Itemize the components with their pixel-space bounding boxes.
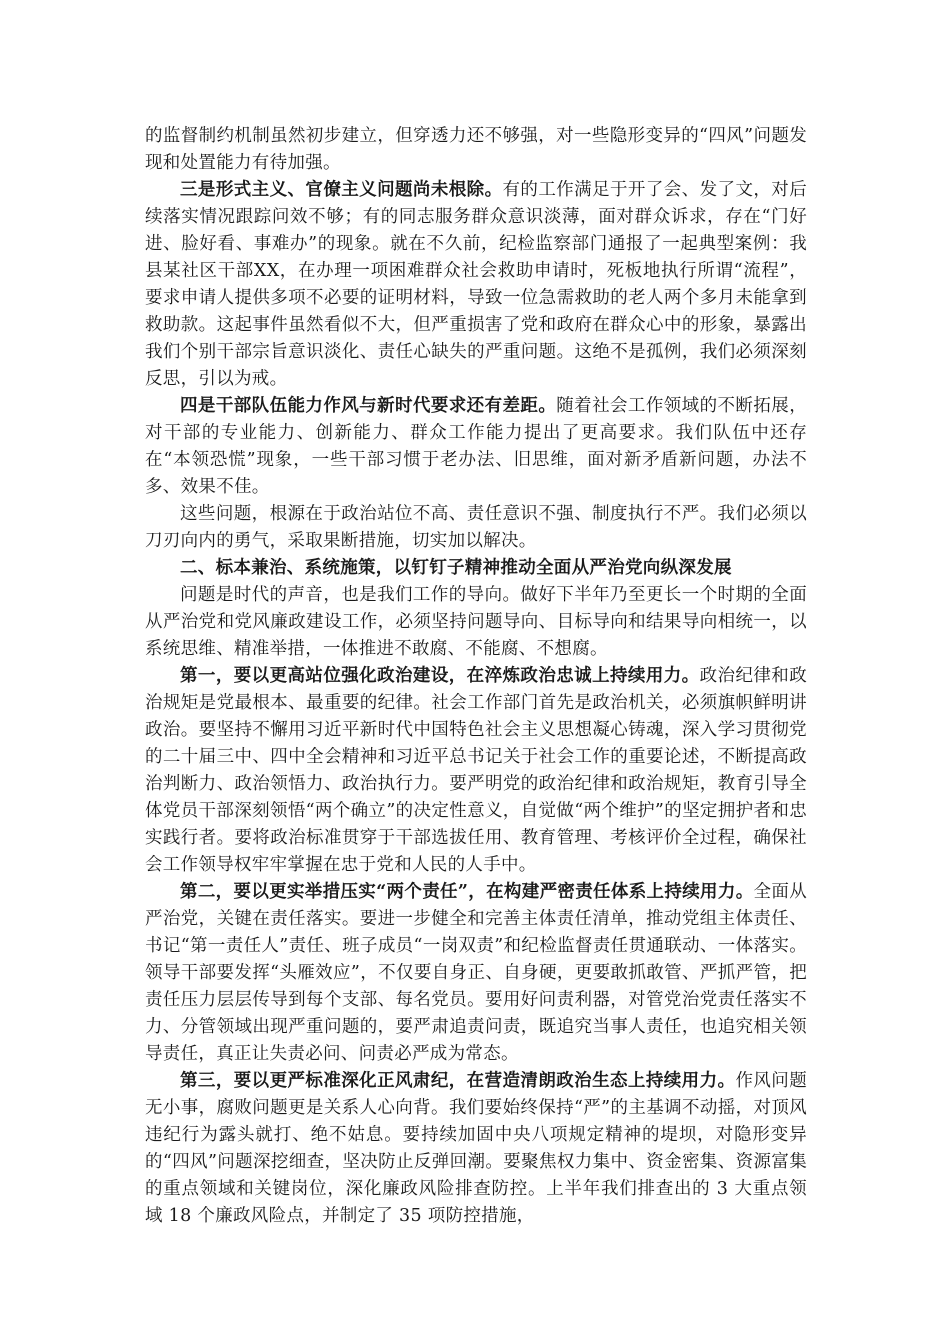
paragraph-issue-three (145, 177, 807, 393)
paragraph-continuation (145, 123, 807, 177)
paragraph-lead: 第二，要以更实举措压实“两个责任”，在构建严密责任体系上持续用力。 (180, 882, 754, 902)
paragraph-lead: 第三，要以更严标准深化正风肃纪，在营造清朗政治生态上持续用力。 (180, 1071, 736, 1091)
paragraph-text: 随着社会工作领域的不断拓展，对干部的专业能力、创新能力、群众工作能力提出了更高要求。我们队伍中还存在“本领恐慌”现象，一些干部习惯于老办法、旧思维，面对新矛盾新问题，办法不多、效果不佳。 (145, 396, 807, 497)
paragraph-text: 作风问题无小事，腐败问题更是关系人心向背。我们要始终保持“严”的主基调不动摇，对顶风违纪行为露头就打、绝不姑息。要持续加固中央八项规定精神的堤坝，对隐形变异的“四风”问题深挖细查，坚决防止反弹回潮。要聚焦权力集中、资金密集、资源富集的重点领域和关键岗位，深化廉政风险排查防控。上半年我们排查出的 3 大重点领域 18 个廉政风险点，并制定了 35 项防控措施， (145, 1071, 807, 1226)
paragraph-text: 问题是时代的声音，也是我们工作的导向。做好下半年乃至更长一个时期的全面从严治党和党风廉政建设工作，必须坚持问题导向、目标导向和结果导向相统一，以系统思维、精准举措，一体推进不敢腐、不能腐、不想腐。 (145, 585, 807, 659)
document-page (145, 123, 807, 1230)
paragraph-issue-four (145, 393, 807, 501)
paragraph-lead: 第一，要以更高站位强化政治建设，在淬炼政治忠诚上持续用力。 (180, 666, 700, 686)
paragraph-text: 全面从严治党，关键在责任落实。要进一步健全和完善主体责任清单，推动党组主体责任、书记“第一责任人”责任、班子成员“一岗双责”和纪检监督责任贯通联动、一体落实。领导干部要发挥“头雁效应”，不仅要自身正、自身硬，更要敢抓敢管、严抓严管，把责任压力层层传导到每个支部、每名党员。要用好问责利器，对管党治党责任落实不力、分管领域出现严重问题的，要严肃追责问责，既追究当事人责任，也追究相关领导责任，真正让失责必问、问责必严成为常态。 (145, 882, 807, 1064)
section-heading-two: 二、标本兼治、系统施策，以钉钉子精神推动全面从严治党向纵深发展 (180, 558, 732, 578)
paragraph-measure-three (145, 1068, 807, 1230)
paragraph-section-intro (145, 582, 807, 663)
paragraph-root-cause (145, 501, 807, 555)
paragraph-text: 政治纪律和政治规矩是党最根本、最重要的纪律。社会工作部门首先是政治机关，必须旗帜鲜明讲政治。要坚持不懈用习近平新时代中国特色社会主义思想凝心铸魂，深入学习贯彻党的二十届三中、四中全会精神和习近平总书记关于社会工作的重要论述，不断提高政治判断力、政治领悟力、政治执行力。要严明党的政治纪律和政治规矩，教育引导全体党员干部深刻领悟“两个确立”的决定性意义，自觉做“两个维护”的坚定拥护者和忠实践行者。要将政治标准贯穿于干部选拔任用、教育管理、考核评价全过程，确保社会工作领导权牢牢掌握在忠于党和人民的人手中。 (145, 666, 807, 875)
paragraph-lead: 三是形式主义、官僚主义问题尚未根除。 (180, 180, 503, 200)
paragraph-lead: 四是干部队伍能力作风与新时代要求还有差距。 (180, 396, 557, 416)
paragraph-text: 的监督制约机制虽然初步建立，但穿透力还不够强，对一些隐形变异的“四风”问题发现和处置能力有待加强。 (145, 126, 807, 173)
paragraph-text: 这些问题，根源在于政治站位不高、责任意识不强、制度执行不严。我们必须以刀刃向内的勇气，采取果断措施，切实加以解决。 (145, 504, 807, 551)
paragraph-text: 有的工作满足于开了会、发了文，对后续落实情况跟踪问效不够；有的同志服务群众意识淡薄，面对群众诉求，存在“门好进、脸好看、事难办”的现象。就在不久前，纪检监察部门通报了一起典型案例：我县某社区干部XX，在办理一项困难群众社会救助申请时，死板地执行所谓“流程”，要求申请人提供多项不必要的证明材料，导致一位急需救助的老人两个多月未能拿到救助款。这起事件虽然看似不大，但严重损害了党和政府在群众心中的形象，暴露出我们个别干部宗旨意识淡化、责任心缺失的严重问题。这绝不是孤例，我们必须深刻反思，引以为戒。 (145, 180, 807, 389)
paragraph-measure-one (145, 663, 807, 879)
paragraph-measure-two (145, 879, 807, 1068)
